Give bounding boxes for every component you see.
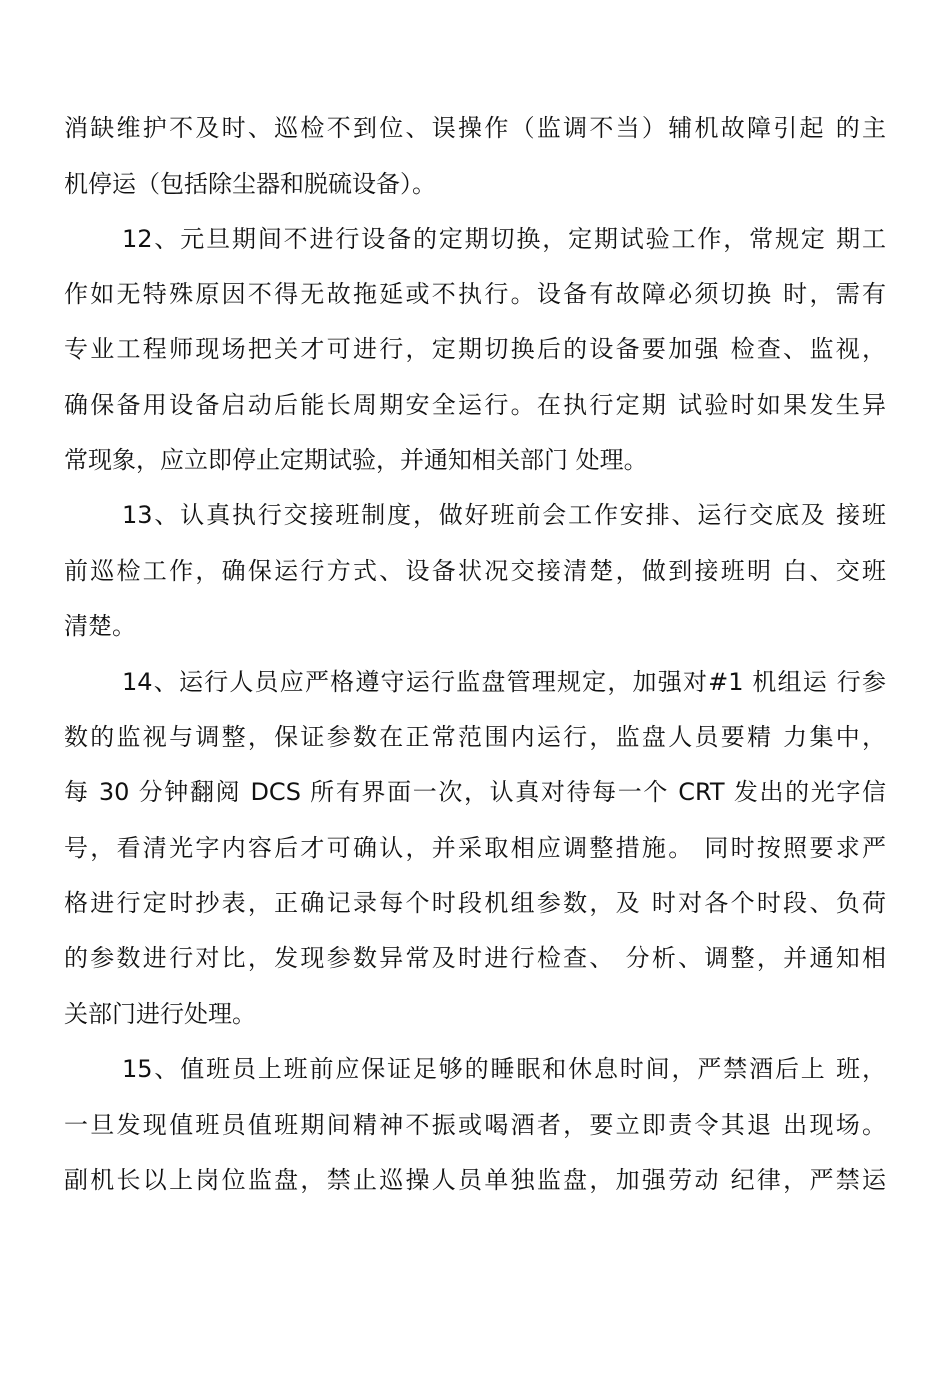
text-line: 号，看清光字内容后才可确认，并采取相应调整措施。 同时按照要求严	[64, 834, 886, 862]
text-line: 专业工程师现场把关才可进行，定期切换后的设备要加强 检查、监视，	[64, 335, 886, 363]
text-line: 确保备用设备启动后能长周期安全运行。在执行定期 试验时如果发生异	[64, 391, 886, 419]
text-line: 格进行定时抄表，正确记录每个时段机组参数，及 时对各个时段、负荷	[64, 889, 886, 917]
text-line: 常现象，应立即停止定期试验，并通知相关部门 处理。	[64, 446, 648, 474]
text-line: 一旦发现值班员值班期间精神不振或喝酒者，要立即责令其退 出现场。	[64, 1111, 886, 1139]
text-line: 副机长以上岗位监盘，禁止巡操人员单独监盘，加强劳动 纪律，严禁运	[64, 1166, 886, 1194]
paragraph-13-start: 13、认真执行交接班制度，做好班前会工作安排、运行交底及 接班	[122, 501, 886, 529]
text-line: 的参数进行对比，发现参数异常及时进行检查、 分析、调整，并通知相	[64, 944, 886, 972]
paragraph-12-start: 12、元旦期间不进行设备的定期切换，定期试验工作，常规定 期工	[122, 225, 886, 253]
text-line: 数的监视与调整，保证参数在正常范围内运行，监盘人员要精 力集中，	[64, 723, 886, 751]
text-line: 消缺维护不及时、巡检不到位、误操作（监调不当）辅机故障引起 的主	[64, 114, 886, 142]
text-line: 每 30 分钟翻阅 DCS 所有界面一次，认真对待每一个 CRT 发出的光字信	[64, 778, 886, 806]
text-line: 机停运（包括除尘器和脱硫设备）。	[64, 170, 436, 198]
text-line: 关部门进行处理。	[64, 1000, 256, 1028]
text-line: 作如无特殊原因不得无故拖延或不执行。设备有故障必须切换 时，需有	[64, 280, 886, 308]
paragraph-14-start: 14、运行人员应严格遵守运行监盘管理规定，加强对#1 机组运 行参	[122, 668, 886, 696]
paragraph-15-start: 15、值班员上班前应保证足够的睡眠和休息时间，严禁酒后上 班，	[122, 1055, 886, 1083]
text-line: 清楚。	[64, 612, 136, 640]
text-line: 前巡检工作，确保运行方式、设备状况交接清楚，做到接班明 白、交班	[64, 557, 886, 585]
